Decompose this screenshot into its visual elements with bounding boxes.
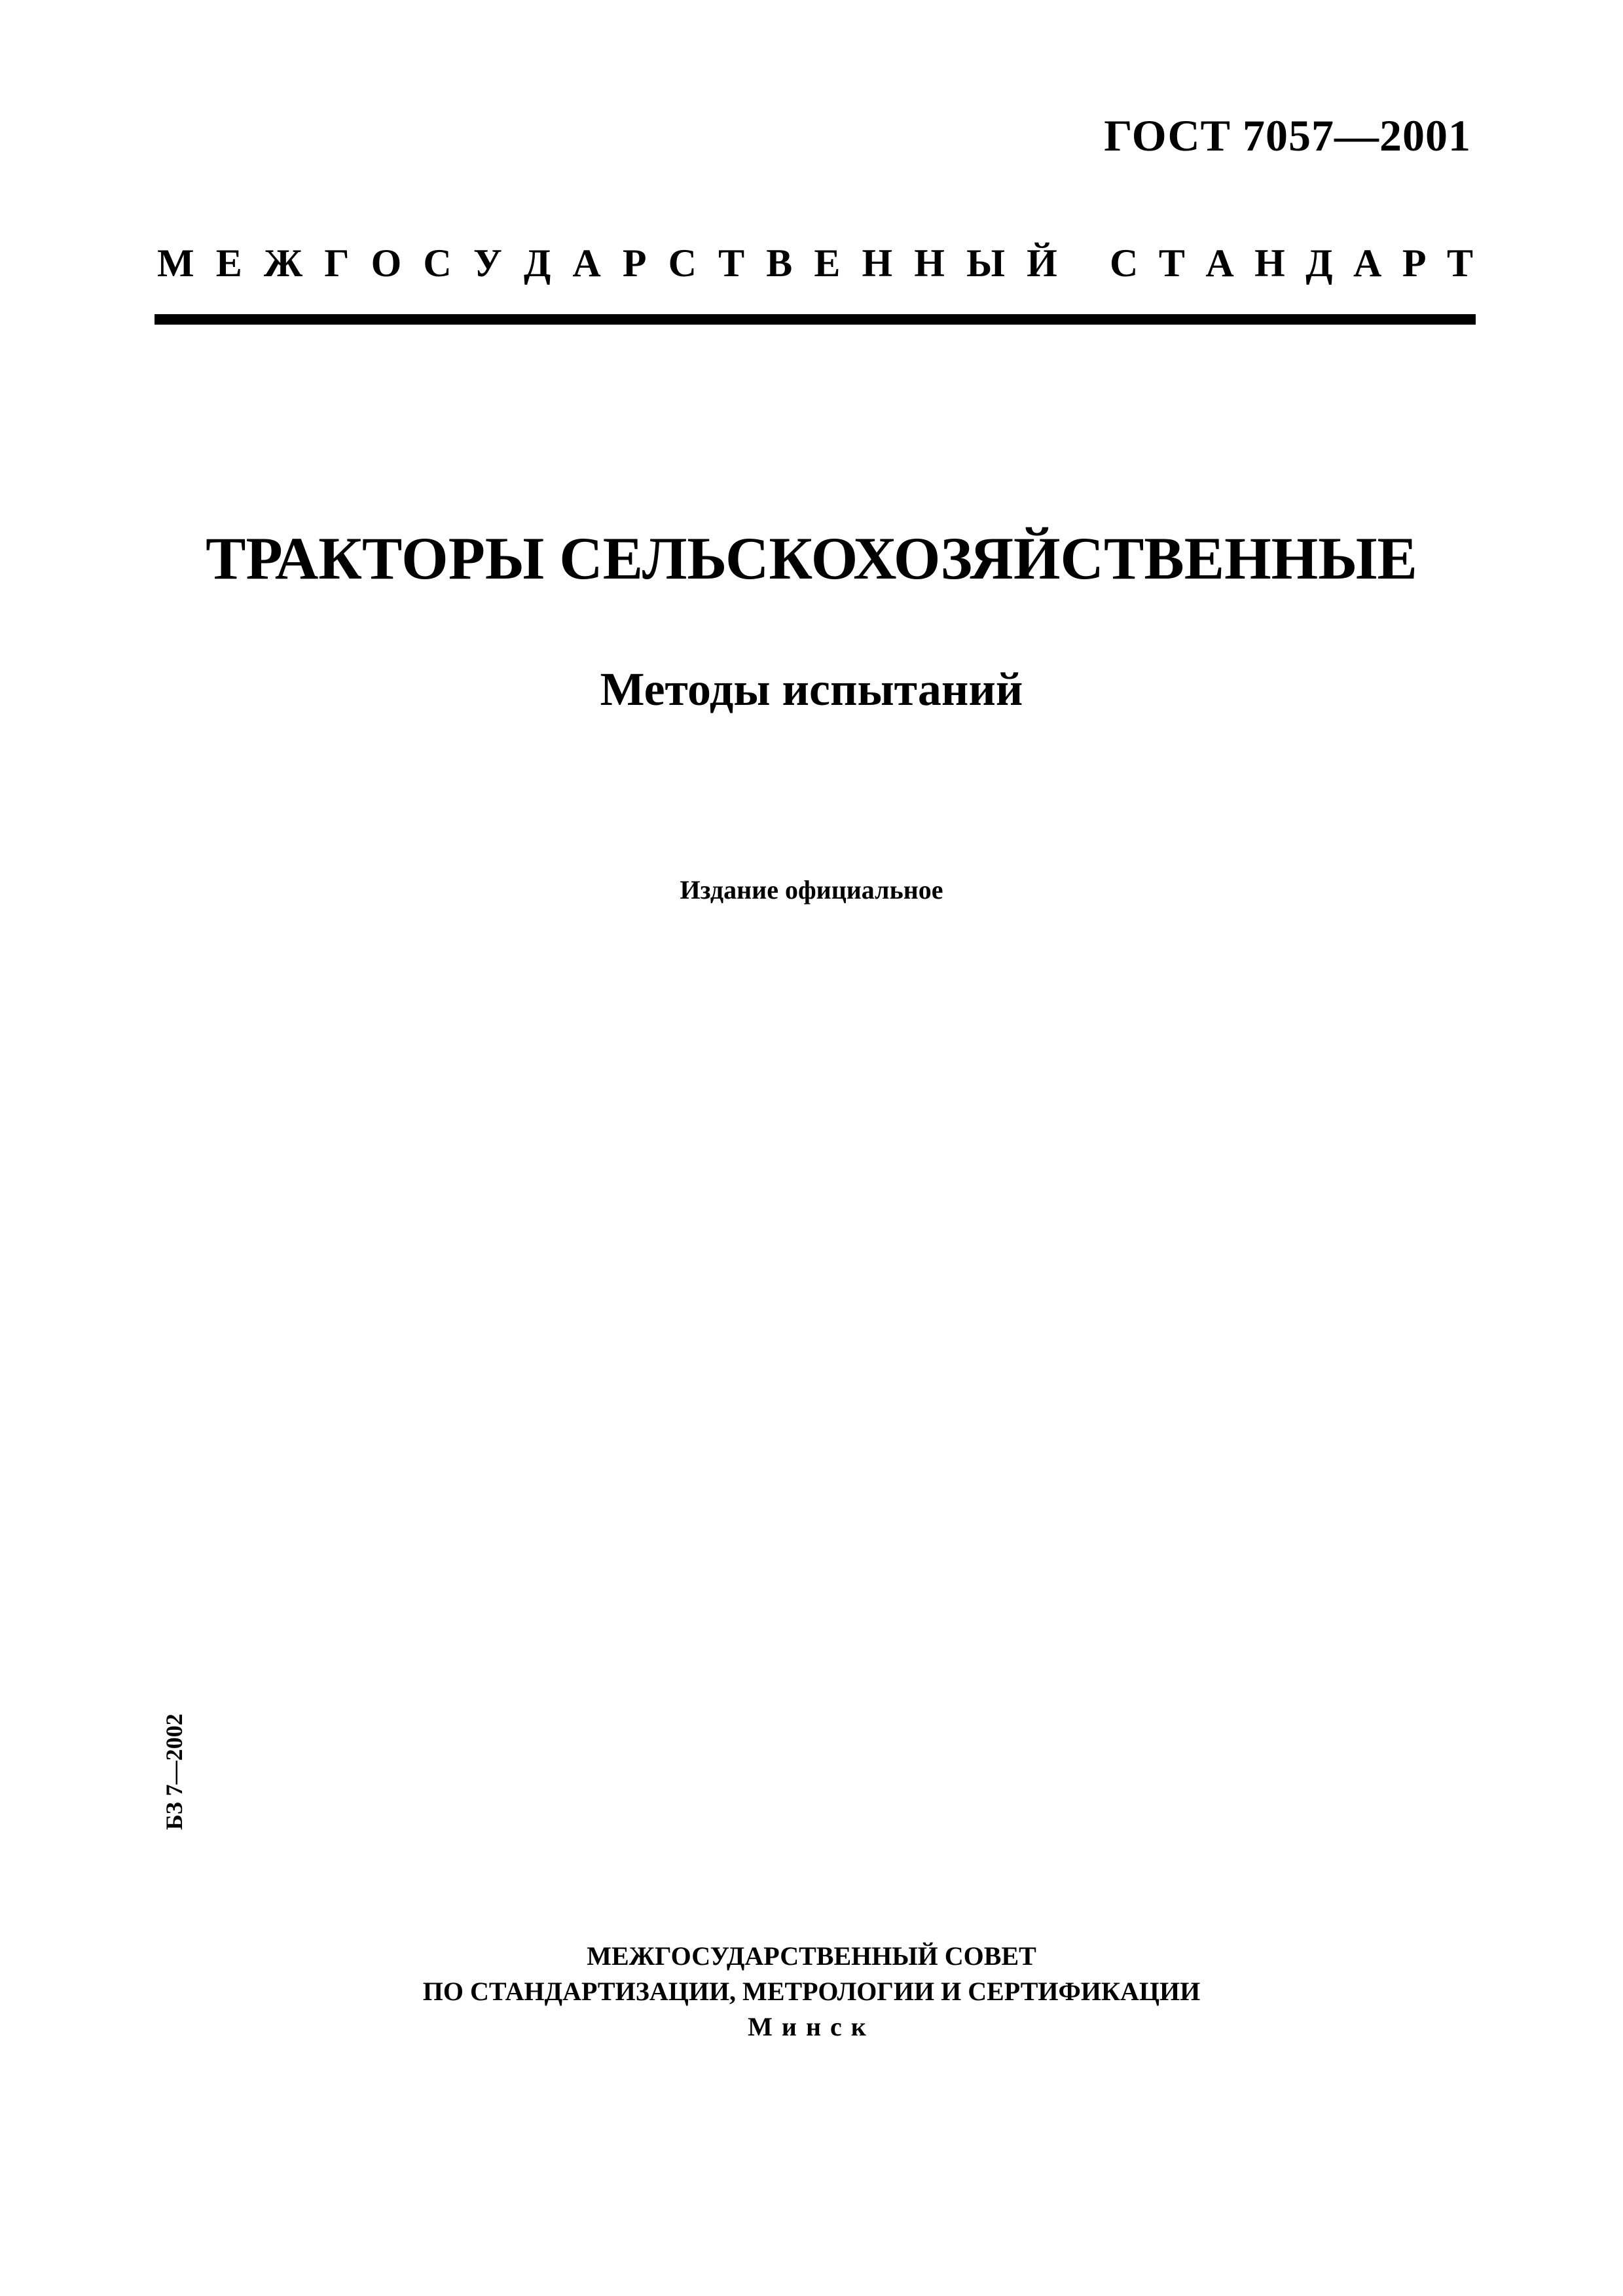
heading-letter: Т bbox=[1446, 242, 1473, 285]
publisher-line-1: МЕЖГОСУДАРСТВЕННЫЙ СОВЕТ bbox=[587, 1941, 1036, 1971]
publisher-block bbox=[0, 1939, 1623, 2045]
heading-letter: С bbox=[423, 242, 452, 285]
standard-number: ГОСТ 7057—2001 bbox=[1104, 111, 1471, 160]
heading-letter: Д bbox=[524, 242, 551, 285]
standard-type-word-1 bbox=[157, 241, 1057, 286]
document-subtitle: Методы испытаний bbox=[600, 663, 1023, 715]
heading-letter: Т bbox=[718, 242, 745, 285]
heading-letter: Т bbox=[1158, 242, 1185, 285]
heading-letter: Н bbox=[862, 242, 893, 285]
heading-letter: О bbox=[371, 242, 402, 285]
heading-letter: А bbox=[1205, 242, 1234, 285]
heading-letter: С bbox=[1110, 242, 1139, 285]
heading-letter: Е bbox=[814, 242, 841, 285]
heading-letter: В bbox=[766, 242, 793, 285]
heading-letter: Р bbox=[1402, 242, 1427, 285]
header-divider bbox=[155, 314, 1476, 325]
heading-letter: А bbox=[572, 242, 601, 285]
publisher-line-2: ПО СТАНДАРТИЗАЦИИ, МЕТРОЛОГИИ И СЕРТИФИКАЦИИ bbox=[422, 1977, 1201, 2006]
standard-type-heading bbox=[157, 241, 1473, 286]
heading-letter: А bbox=[1353, 242, 1382, 285]
heading-letter: Й bbox=[1027, 242, 1057, 285]
heading-letter: Н bbox=[914, 242, 945, 285]
publisher-city: Минск bbox=[748, 2012, 875, 2041]
heading-letter: Д bbox=[1305, 242, 1333, 285]
heading-letter: Н bbox=[1254, 242, 1285, 285]
heading-letter: М bbox=[157, 242, 194, 285]
standard-type-word-2 bbox=[1110, 241, 1473, 286]
document-title: ТРАКТОРЫ СЕЛЬСКОХОЗЯЙСТВЕННЫЕ bbox=[206, 525, 1417, 592]
heading-letter: Г bbox=[324, 242, 350, 285]
side-catalog-code: БЗ 7—2002 bbox=[161, 1713, 187, 1830]
heading-letter: Р bbox=[622, 242, 647, 285]
heading-letter: У bbox=[473, 242, 502, 285]
heading-letter: Ы bbox=[966, 242, 1005, 285]
heading-letter: С bbox=[668, 242, 697, 285]
edition-note: Издание официальное bbox=[680, 875, 943, 905]
heading-letter: Ж bbox=[263, 242, 303, 285]
heading-letter: Е bbox=[215, 242, 242, 285]
